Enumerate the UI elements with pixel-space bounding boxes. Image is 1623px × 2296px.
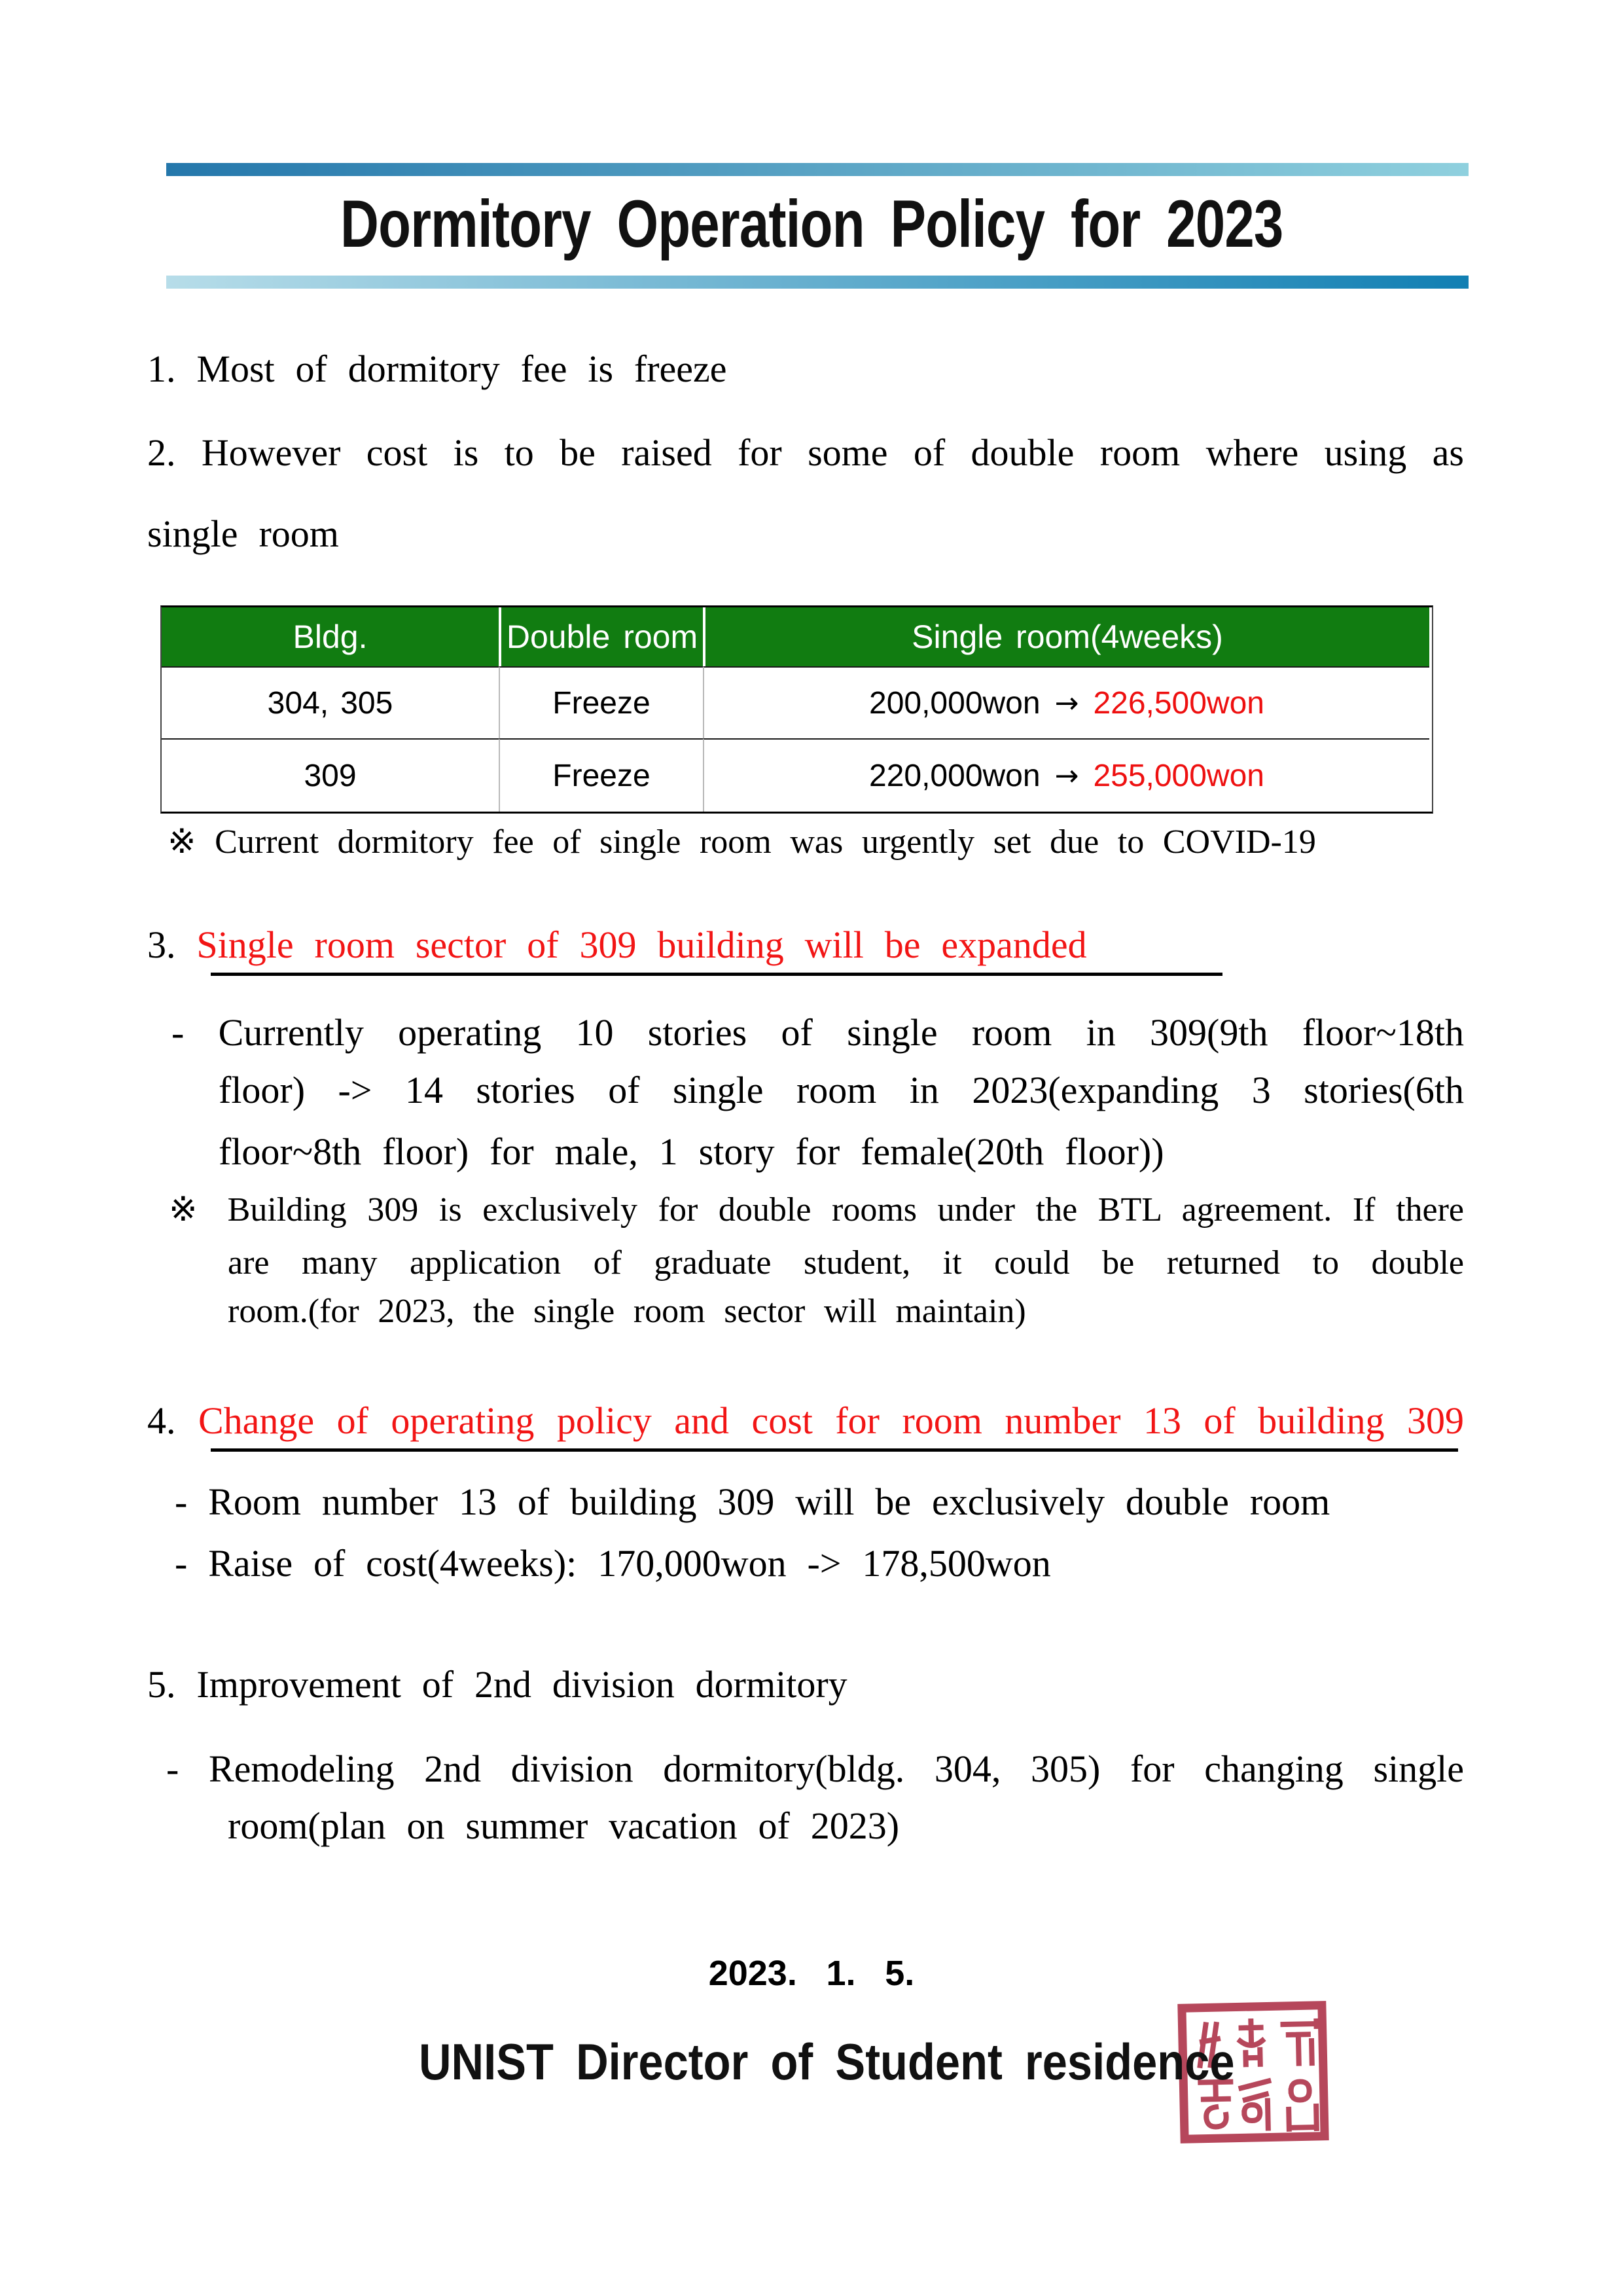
section-3-heading-text: Single room sector of 309 building will be expanded xyxy=(196,924,1087,966)
table-row-2-price-new: 255,000won xyxy=(1093,758,1264,793)
section-3-body-line-1: - Currently operating 10 stories of single room in 309(9th floor~18th xyxy=(171,1011,1464,1054)
table-footnote: ※ Current dormitory fee of single room was urgently set due to COVID-19 xyxy=(168,823,1316,861)
heading-underline xyxy=(211,973,1222,976)
section-3-heading xyxy=(147,925,1087,966)
fee-table xyxy=(160,605,1433,814)
page-title-text: Dormitory Operation Policy for 2023 xyxy=(340,187,1283,261)
signature-line xyxy=(0,2033,1623,2090)
section-4-number: 4. xyxy=(147,1399,176,1442)
table-row-1-price-new: 226,500won xyxy=(1093,685,1264,721)
top-gradient-bar xyxy=(166,163,1469,176)
fee-table-header-single-room: Single room(4weeks) xyxy=(703,607,1429,666)
signature-text: UNIST Director of Student residence xyxy=(418,2033,1235,2090)
section-4-body-line-2: - Raise of cost(4weeks): 170,000won -> 178,500won xyxy=(175,1542,1051,1585)
table-row-2-double: Freeze xyxy=(499,738,703,812)
section-3-body-line-3: floor~8th floor) for male, 1 story for female(20th floor)) xyxy=(219,1130,1164,1173)
section-4-body-line-1: - Room number 13 of building 309 will be exclusively double room xyxy=(175,1480,1330,1523)
section-4-heading xyxy=(147,1401,1464,1442)
page-title xyxy=(0,187,1623,261)
table-row-1-price xyxy=(703,666,1429,738)
section-3-note-line-3: room.(for 2023, the single room sector will maintain) xyxy=(228,1293,1026,1330)
arrow-right-icon: → xyxy=(1054,759,1079,793)
heading-underline xyxy=(211,1448,1458,1452)
section-5-body-line-2: room(plan on summer vacation of 2023) xyxy=(228,1804,900,1847)
fee-table-header-bldg: Bldg. xyxy=(162,607,499,666)
table-row-2-bldg: 309 xyxy=(162,738,499,812)
arrow-right-icon: → xyxy=(1054,686,1079,720)
section-5-heading: 5. Improvement of 2nd division dormitory xyxy=(147,1663,847,1706)
table-row-2-price-old: 220,000won xyxy=(869,758,1041,793)
section-3-note-line-2: are many application of graduate student, it could be returned to double xyxy=(228,1244,1464,1282)
table-row-1-bldg: 304, 305 xyxy=(162,666,499,738)
section-3-note-line-1: ※ Building 309 is exclusively for double rooms under the BTL agreement. If there xyxy=(169,1191,1464,1229)
document-date: 2023. 1. 5. xyxy=(708,1954,915,1993)
section-5-body-line-1: - Remodeling 2nd division dormitory(bldg. 304, 305) for changing single xyxy=(166,1748,1464,1790)
intro-item-1: 1. Most of dormitory fee is freeze xyxy=(147,348,727,390)
intro-item-2-line-1: 2. However cost is to be raised for some of double room where using as xyxy=(147,431,1464,474)
title-underline-bar xyxy=(166,276,1469,289)
table-row-2-price xyxy=(703,738,1429,812)
section-4-heading-text: Change of operating policy and cost for room number 13 of building 309 xyxy=(198,1399,1465,1442)
table-row-1-double: Freeze xyxy=(499,666,703,738)
fee-table-header-double-room: Double room xyxy=(499,607,703,666)
section-3-body-line-2: floor) -> 14 stories of single room in 2023(expanding 3 stories(6th xyxy=(219,1069,1464,1111)
table-row-1-price-old: 200,000won xyxy=(869,685,1041,721)
intro-item-2-line-2: single room xyxy=(147,512,339,555)
section-3-number: 3. xyxy=(147,924,176,966)
